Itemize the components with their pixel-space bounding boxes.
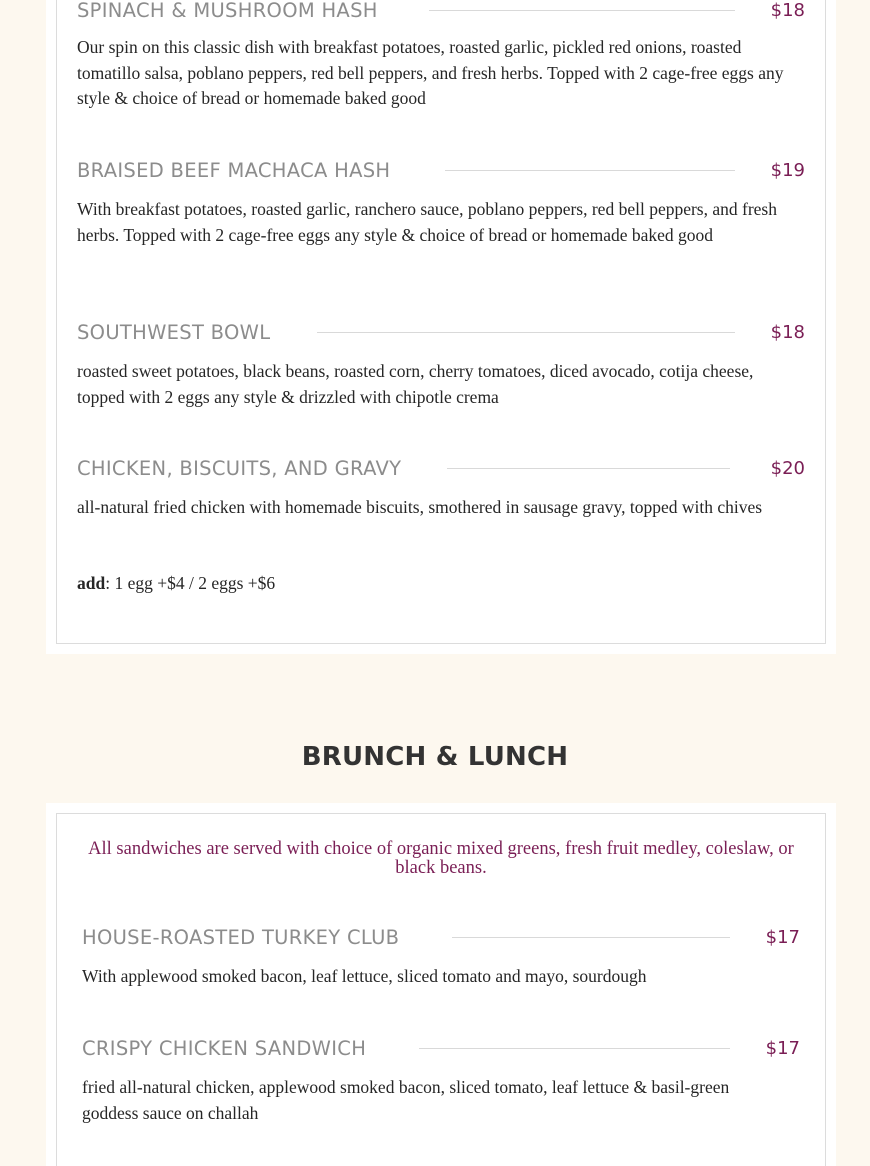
menu-item-divider — [429, 10, 735, 11]
menu-item-name: HOUSE-ROASTED TURKEY CLUB — [82, 926, 400, 949]
menu-item-price: $17 — [765, 927, 800, 948]
menu-item-description: fried all-natural chicken, applewood smoked bacon, sliced tomato, leaf lettuce & basil-green goddess sauce on challah — [82, 1077, 730, 1123]
menu-item-price: $18 — [770, 322, 805, 343]
add-on-label: add — [77, 573, 106, 593]
menu-item-name: CRISPY CHICKEN SANDWICH — [82, 1037, 367, 1060]
breakfast-panel-border — [56, 0, 826, 644]
menu-item-divider — [419, 1048, 730, 1049]
menu-item-name: SOUTHWEST BOWL — [77, 321, 271, 344]
menu-item-header — [57, 1037, 825, 1061]
menu-item-header — [57, 926, 825, 950]
menu-item-description: With applewood smoked bacon, leaf lettuce, sliced tomato and mayo, sourdough — [82, 966, 647, 986]
add-on-note — [77, 573, 275, 594]
menu-item-price: $17 — [765, 1038, 800, 1059]
menu-item-description: all-natural fried chicken with homemade biscuits, smothered in sausage gravy, topped with chives — [77, 497, 763, 517]
section-title: BRUNCH & LUNCH — [301, 742, 569, 772]
menu-item-name: SPINACH & MUSHROOM HASH — [77, 0, 378, 22]
menu-item-header — [57, 321, 825, 345]
menu-item-price: $19 — [770, 160, 805, 181]
menu-item-header — [57, 457, 825, 481]
breakfast-panel — [46, 0, 836, 654]
menu-item-divider — [317, 332, 735, 333]
menu-item-divider — [445, 170, 735, 171]
sides-note: All sandwiches are served with choice of organic mixed greens, fresh fruit medley, coleslaw, or black beans. — [88, 839, 794, 878]
menu-item-header — [57, 159, 825, 183]
menu-item-description: With breakfast potatoes, roasted garlic, ranchero sauce, poblano peppers, red bell peppers, and fresh herbs. Topped with 2 cage-free eggs any style & choice of bread or homemade baked good — [77, 199, 777, 245]
menu-item-price: $20 — [770, 458, 805, 479]
menu-item-name: BRAISED BEEF MACHACA HASH — [77, 159, 391, 182]
menu-item-header — [57, 0, 825, 23]
menu-item-description: Our spin on this classic dish with breakfast potatoes, roasted garlic, pickled red onions, roasted tomatillo salsa, poblano peppers, red bell peppers, and fresh herbs. Topped with 2 cage-free eggs any style & choice of bread or homemade baked good — [77, 37, 784, 108]
menu-item-price: $18 — [770, 0, 805, 21]
brunch-panel — [46, 803, 836, 1166]
menu-item-divider — [452, 937, 730, 938]
menu-item-divider — [447, 468, 730, 469]
menu-item-description: roasted sweet potatoes, black beans, roasted corn, cherry tomatoes, diced avocado, cotija cheese, topped with 2 eggs any style & drizzled with chipotle crema — [77, 361, 754, 407]
add-on-text: : 1 egg +$4 / 2 eggs +$6 — [105, 573, 276, 593]
brunch-panel-border — [56, 813, 826, 1166]
menu-item-name: CHICKEN, BISCUITS, AND GRAVY — [77, 457, 402, 480]
